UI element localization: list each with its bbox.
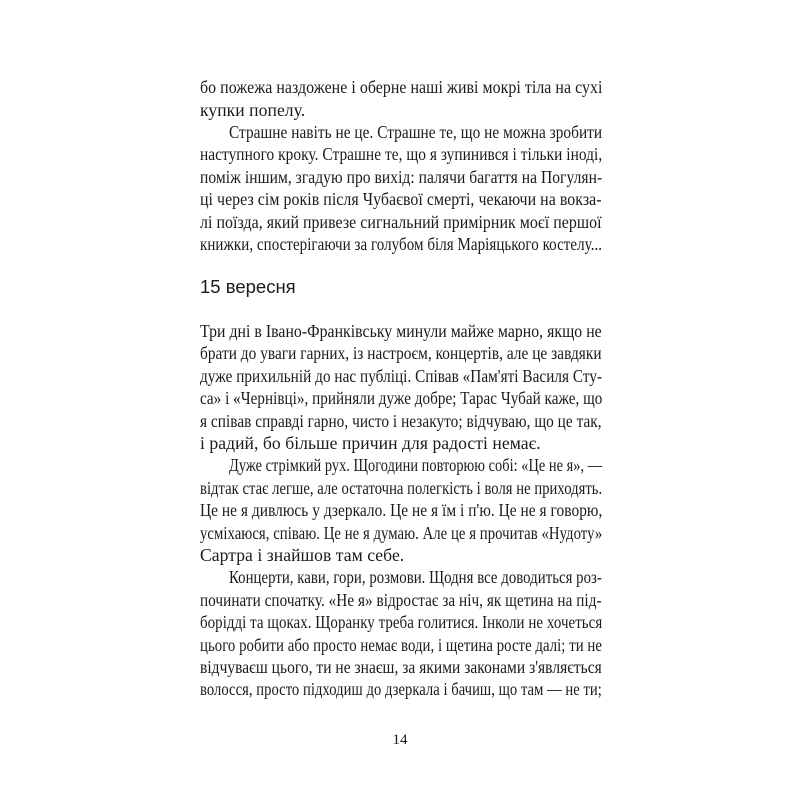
text-line: усміхаюся, співаю. Це не я думаю. Але це я прочитав «Нудоту» xyxy=(200,523,603,543)
text-line: лі поїзда, який привезе сигнальний примірник моєї першої xyxy=(200,212,602,232)
text-line: наступного кроку. Страшне те, що я зупинився і тільки іноді, xyxy=(200,144,603,164)
text-line: волосся, просто підходиш до дзеркала і бачиш, що там — не ти; xyxy=(200,679,602,699)
text-line: поміж іншим, згадую про вихід: палячи багаття на Погулян- xyxy=(200,167,603,187)
text-line: і радий, бо більше причин для радості немає. xyxy=(200,433,541,453)
text-line: Сартра і знайшов там себе. xyxy=(200,545,405,565)
text-line: я співав справді гарно, чисто і незакуто; відчуваю, що це так, xyxy=(200,411,602,431)
text-line: брати до уваги гарних, із настроєм, концертів, але це завдяки xyxy=(200,343,602,363)
text-line: са» і «Чернівці», прийняли дуже добре; Тарас Чубай каже, що xyxy=(200,388,603,408)
text-line: Страшне навіть не це. Страшне те, що не можна зробити xyxy=(229,122,603,142)
text-line: дуже прихильній до нас публіці. Співав «Пам'яті Василя Сту- xyxy=(200,366,603,386)
text-line: відчуваєш цього, ти не знаєш, за якими законами з'являється xyxy=(200,657,602,677)
text-line: Концерти, кави, гори, розмови. Щодня все доводиться роз- xyxy=(229,567,602,587)
text-line: ці через сім років після Чубаєвої смерті, чекаючи на вокза- xyxy=(200,189,602,209)
text-line: борідді та щоках. Щоранку треба голитися. Інколи не хочеться xyxy=(200,612,603,632)
text-line: купки попелу. xyxy=(200,100,306,120)
text-line: книжки, спостерігаючи за голубом біля Маріяцького костелу... xyxy=(200,234,603,254)
text-line: цього робити або просто немає води, і щетина росте далі; ти не xyxy=(200,635,602,655)
date-heading: 15 вересня xyxy=(200,276,296,297)
text-line: Дуже стрімкий рух. Щогодини повторюю собі: «Це не я», — xyxy=(229,455,603,475)
page-number: 14 xyxy=(392,732,408,748)
text-line: Це не я дивлюсь у дзеркало. Це не я їм і п'ю. Це не я говорю, xyxy=(200,500,603,520)
text-line: бо пожежа наздожене і оберне наші живі мокрі тіла на сухі xyxy=(200,77,603,97)
text-line: відтак стає легше, але остаточна полегкість і воля не приходять. xyxy=(200,478,603,498)
text-line: почин​ати спочатку. «Не я» відростає за ніч, як щетина на під- xyxy=(200,590,602,610)
text-line: Три дні в Івано-Франківську минули майже марно, якщо не xyxy=(200,321,602,341)
